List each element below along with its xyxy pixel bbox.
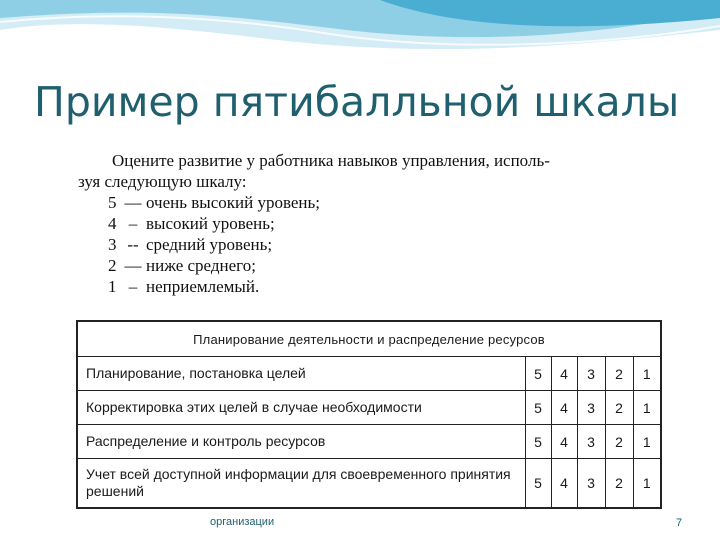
scale-dash: — <box>124 256 142 275</box>
scale-number: 5 <box>108 193 117 212</box>
scale-number: 4 <box>108 214 117 233</box>
scale-item-5 <box>108 192 670 213</box>
table-row <box>77 357 661 391</box>
skill-name: Корректировка этих целей в случае необходимости <box>77 391 525 425</box>
score-cell: 5 <box>525 425 551 459</box>
score-cell: 3 <box>577 357 605 391</box>
score-cell: 1 <box>633 459 661 509</box>
instruction-paragraph <box>78 150 670 192</box>
score-cell: 5 <box>525 391 551 425</box>
scale-item-1 <box>108 276 670 297</box>
scale-label: ниже среднего; <box>146 256 256 275</box>
score-cell: 3 <box>577 425 605 459</box>
scale-number: 1 <box>108 277 117 296</box>
score-cell: 2 <box>605 459 633 509</box>
score-cell: 2 <box>605 357 633 391</box>
scale-item-2 <box>108 255 670 276</box>
scale-item-3 <box>108 234 670 255</box>
scanned-text-block <box>70 150 670 297</box>
rating-table <box>76 320 662 509</box>
table-header: Планирование деятельности и распределение ресурсов <box>77 321 661 357</box>
score-cell: 2 <box>605 391 633 425</box>
instruction-line-1: Оцените развитие у работника навыков управления, исполь- <box>112 151 550 170</box>
score-cell: 4 <box>551 391 577 425</box>
scale-label: средний уровень; <box>146 235 273 254</box>
instruction-line-2: зуя следующую шкалу: <box>78 172 247 191</box>
scale-list <box>108 192 670 297</box>
score-cell: 3 <box>577 459 605 509</box>
scale-dash: -- <box>127 235 139 254</box>
scale-dash: – <box>128 214 138 233</box>
footer-text: организации <box>210 516 275 528</box>
header-wave-decoration <box>0 0 720 80</box>
scale-label: очень высокий уровень; <box>146 193 321 212</box>
scale-label: высокий уровень; <box>146 214 275 233</box>
score-cell: 2 <box>605 425 633 459</box>
table-row <box>77 391 661 425</box>
scale-item-4 <box>108 213 670 234</box>
score-cell: 1 <box>633 357 661 391</box>
score-cell: 1 <box>633 391 661 425</box>
skill-name: Планирование, постановка целей <box>77 357 525 391</box>
score-cell: 5 <box>525 459 551 509</box>
score-cell: 4 <box>551 459 577 509</box>
scale-number: 3 <box>108 235 117 254</box>
score-cell: 4 <box>551 425 577 459</box>
table-row <box>77 459 661 509</box>
scale-label: неприемлемый. <box>146 277 260 296</box>
score-cell: 5 <box>525 357 551 391</box>
slide-title: Пример пятибалльной шкалы <box>34 78 680 126</box>
table-row <box>77 425 661 459</box>
scale-dash: — <box>124 193 142 212</box>
scale-dash: – <box>128 277 138 296</box>
score-cell: 4 <box>551 357 577 391</box>
scale-number: 2 <box>108 256 117 275</box>
skill-name: Распределение и контроль ресурсов <box>77 425 525 459</box>
page-number: 7 <box>676 517 683 529</box>
score-cell: 3 <box>577 391 605 425</box>
skill-name: Учет всей доступной информации для своевременного принятия решений <box>77 459 525 509</box>
score-cell: 1 <box>633 425 661 459</box>
